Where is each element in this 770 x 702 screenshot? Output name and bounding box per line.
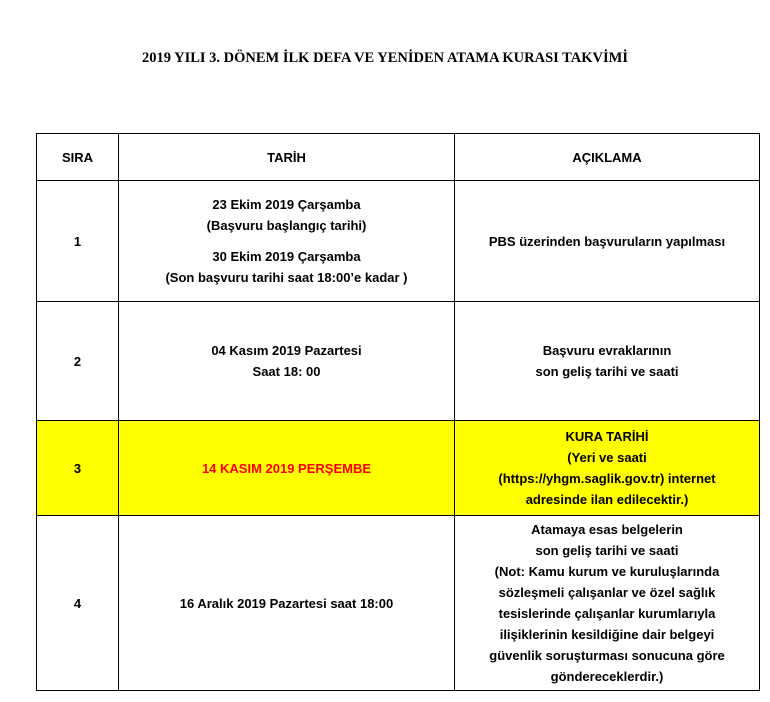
- date-line: (Son başvuru tarihi saat 18:00’e kadar ): [165, 270, 408, 285]
- row-number: 2: [37, 302, 119, 421]
- description-line: ilişiklerinin kesildiğine dair belgeyi: [499, 627, 715, 642]
- row-number: 3: [37, 421, 119, 516]
- description-line: PBS üzerinden başvuruların yapılması: [488, 233, 726, 249]
- description-line: Atamaya esas belgelerin: [531, 522, 683, 537]
- description-line: KURA TARİHİ: [565, 429, 649, 444]
- date-line: 23 Ekim 2019 Çarşamba: [212, 197, 361, 212]
- table-header-row: [37, 134, 760, 181]
- table-row: [37, 302, 760, 421]
- description-line: göndereceklerdir.): [550, 669, 664, 684]
- description-line: güvenlik soruşturması sonucuna göre: [489, 648, 725, 663]
- description-cell: [455, 421, 760, 516]
- schedule-table: [36, 133, 760, 691]
- lottery-date: 14 KASIM 2019 PERŞEMBE: [201, 460, 372, 476]
- description-line: (Not: Kamu kurum ve kuruluşlarında: [494, 564, 720, 579]
- date-line: 04 Kasım 2019 Pazartesi: [211, 343, 362, 358]
- date-line: (Başvuru başlangıç tarihi): [206, 218, 367, 233]
- table-row-highlighted: [37, 421, 760, 516]
- description-line: Başvuru evraklarının: [542, 343, 672, 358]
- header-aciklama: AÇIKLAMA: [455, 134, 760, 181]
- row-number: 4: [37, 516, 119, 691]
- page-title: 2019 YILI 3. DÖNEM İLK DEFA VE YENİDEN ATAMA KURASI TAKVİMİ: [142, 50, 628, 66]
- description-line: adresinde ilan edilecektir.): [525, 492, 689, 507]
- date-cell: [119, 421, 455, 516]
- description-line: (https://yhgm.saglik.gov.tr) internet: [498, 471, 716, 486]
- table-row: [37, 181, 760, 302]
- description-line: sözleşmeli çalışanlar ve özel sağlık: [498, 585, 716, 600]
- table-row: [37, 516, 760, 691]
- date-cell: [119, 181, 455, 302]
- description-line: son geliş tarihi ve saati: [535, 364, 679, 379]
- description-line: tesislerinde çalışanlar kurumlarıyla: [498, 606, 716, 621]
- date-line: 16 Aralık 2019 Pazartesi saat 18:00: [179, 595, 394, 611]
- description-cell: [455, 516, 760, 691]
- description-cell: [455, 181, 760, 302]
- date-line: 30 Ekim 2019 Çarşamba: [212, 249, 361, 264]
- row-number: 1: [37, 181, 119, 302]
- description-line: son geliş tarihi ve saati: [535, 543, 679, 558]
- header-sira: SIRA: [37, 134, 119, 181]
- date-cell: [119, 516, 455, 691]
- description-cell: [455, 302, 760, 421]
- date-line: Saat 18: 00: [252, 364, 321, 379]
- header-tarih: TARİH: [119, 134, 455, 181]
- date-cell: [119, 302, 455, 421]
- description-line: (Yeri ve saati: [567, 450, 647, 465]
